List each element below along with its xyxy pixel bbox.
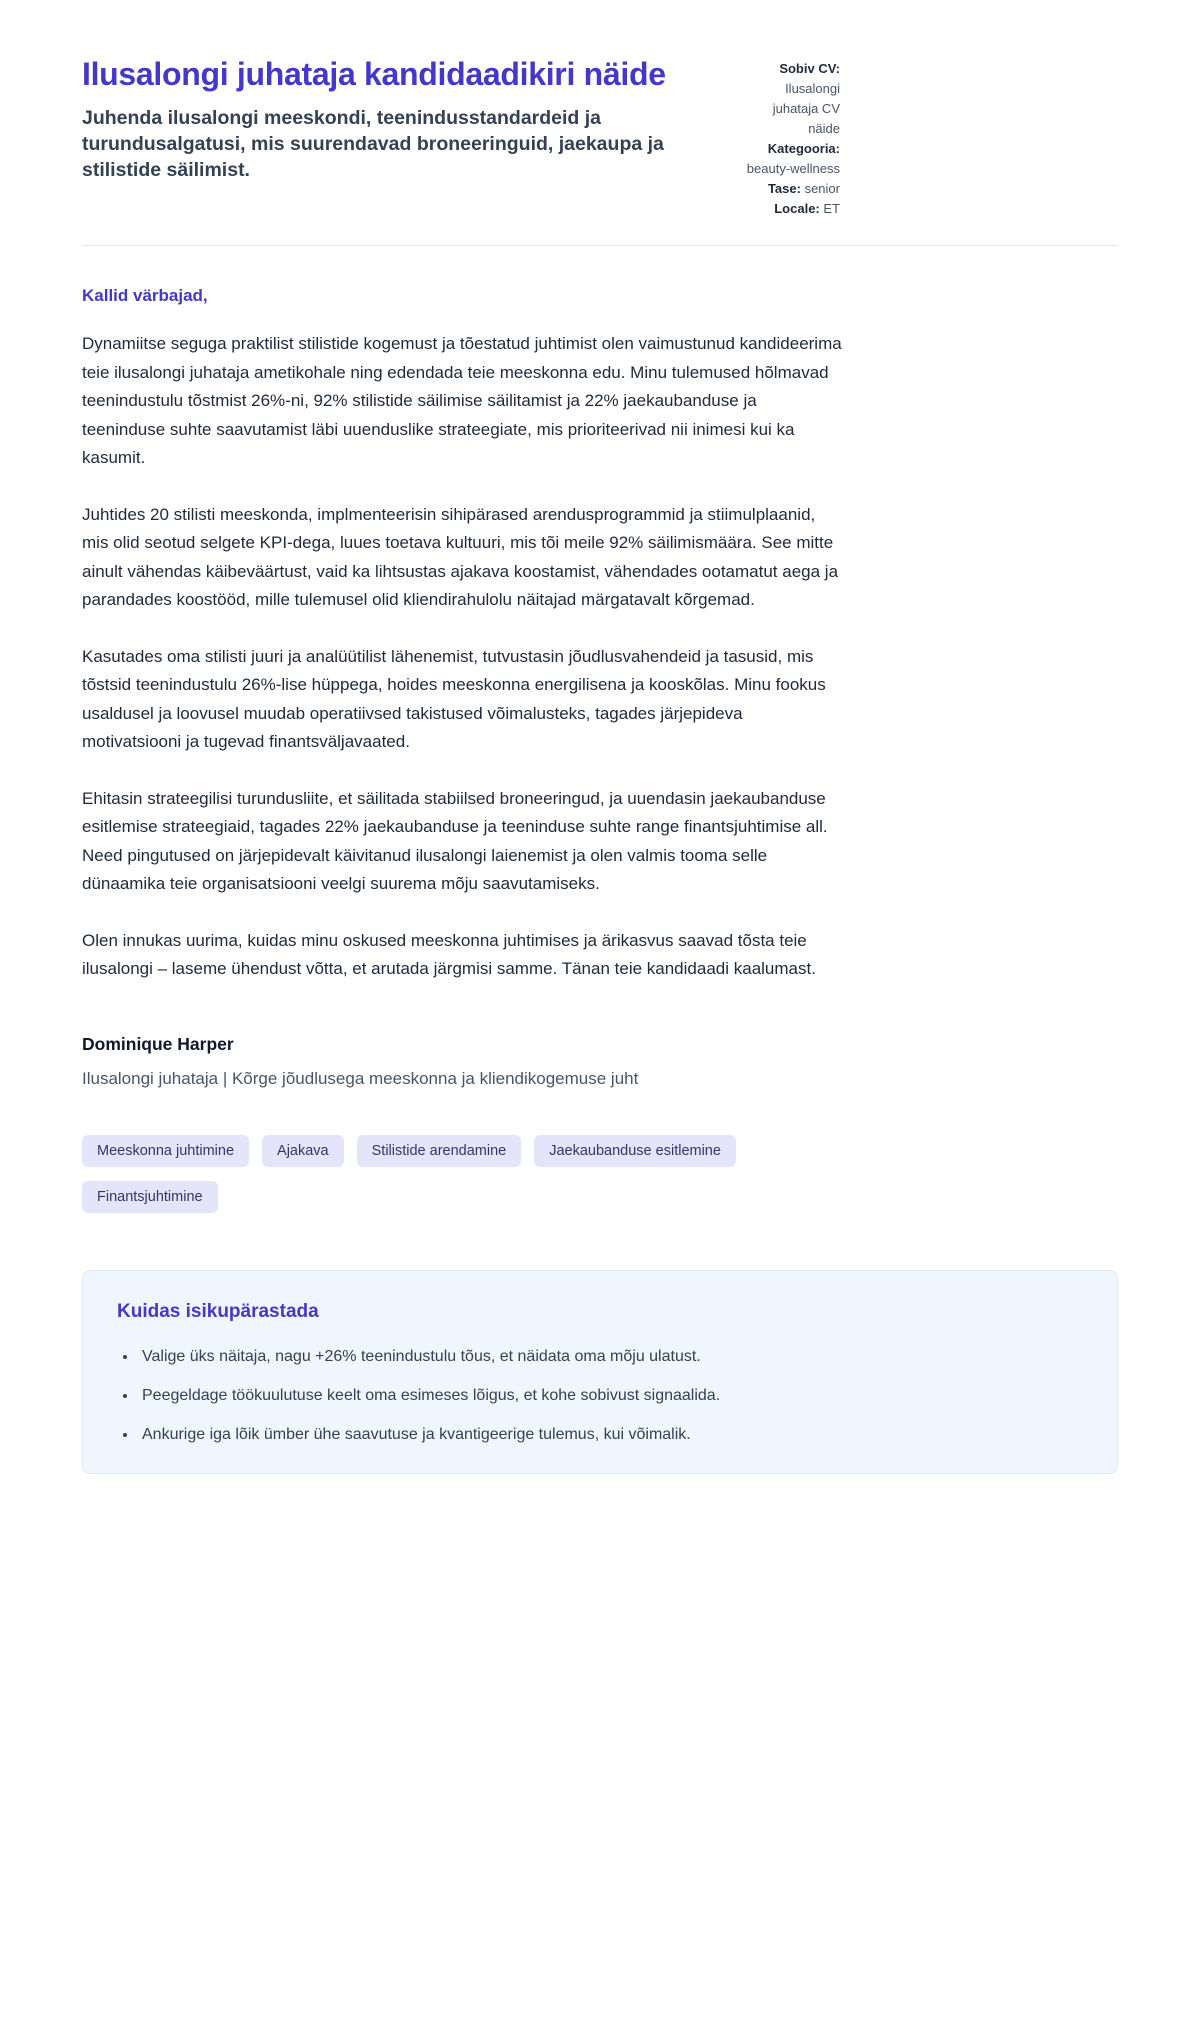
signature-title: Ilusalongi juhataja | Kõrge jõudlusega meeskonna ja kliendikogemuse juht — [82, 1068, 639, 1088]
signature-name: Dominique Harper — [82, 1033, 234, 1054]
meta-item-level — [742, 179, 840, 199]
tip-item: • Valige üks näitaja, nagu +26% teenindustulu tõus, et näidata oma mõju ulatust. — [138, 1345, 1083, 1369]
meta-value: beauty-wellness — [746, 161, 840, 176]
meta-value: senior — [804, 181, 840, 196]
page-title: Ilusalongi juhataja kandidaadikiri näide — [82, 56, 666, 92]
tip-item: • Peegeldage töökuulutuse keelt oma esimeses lõigus, et kohe sobivust signaalida. — [138, 1384, 1083, 1408]
meta-item-locale — [742, 199, 840, 219]
tag-chip: Finantsjuhtimine — [82, 1181, 218, 1213]
meta-label: Locale: — [774, 201, 820, 216]
letter-body — [82, 286, 1118, 1474]
greeting: Kallid värbajad, — [82, 286, 208, 305]
meta-item-category — [742, 139, 840, 179]
tag-chip: Ajakava — [262, 1135, 344, 1167]
tag-chip: Jaekaubanduse esitlemine — [534, 1135, 736, 1167]
paragraph: Olen innukas uurima, kuidas minu oskused meeskonna juhtimises ja ärikasvus saavad tõsta teie ilusalongi – laseme ühendust võtta, et arutada järgmisi samme. Tänan teie kandidaadi kaalumast. — [82, 930, 816, 978]
tips-list — [117, 1345, 1083, 1447]
header-divider — [82, 245, 1118, 246]
paragraph: Juhtides 20 stilisti meeskonda, implmenteerisin sihipärased arendusprogrammid ja stiimulplaanid, mis olid seotud selgete KPI-dega, luues toetava kultuuri, mis tõi meile 92% säilimismäära. See mitte ainult vähendas käibeväärtust, vaid ka lihtsustas ajakava koostamist, vähendades ootamatut aega ja parandades koostööd, mille tulemusel olid kliendirahulolu näitajad märgatavalt kõrgemad. — [82, 504, 839, 609]
paragraph: Ehitasin strateegilisi turundusliite, et säilitada stabiilsed broneeringud, ja uuendasin jaekaubanduse esitlemise strateegiaid, tagades 22% jaekaubanduse ja teeninduse suhte range finantsjuhtimise all. Need pingutused on järjepidevalt käivitanud ilusalongi laienemist ja olen valmis tooma selle dünaamika teie organisatsiooni veelgi suurema mõju saavutamiseks. — [82, 788, 828, 893]
meta-value: Ilusalongi juhataja CV näide — [772, 81, 840, 136]
meta-label: Tase: — [767, 181, 801, 196]
title-block — [82, 55, 710, 183]
meta-label: Sobiv CV: — [779, 61, 840, 76]
paragraph: Dynamiitse seguga praktilist stilistide kogemust ja tõestatud juhtimist olen vaimustunud kandideerima teie ilusalongi juhataja ametikohale ning edendada teie meeskonna edu. Minu tulemused hõlmavad teenindustulu tõstmist 26%-ni, 92% stilistide säilimise säilitamist ja 22% jaekaubanduse ja teeninduse suhte saavutamist läbi uuenduslike strateegiate, mis prioriteerivad nii inimesi kui ka kasumit. — [82, 334, 842, 467]
paragraph: Kasutades oma stilisti juuri ja analüütilist lähenemist, tutvustasin jõudlusvahendeid ja tasusid, mis tõstsid teenindustulu 26%-lise hüppega, hoides meeskonna energilisena ja kooskõlas. Minu fookus usaldusel ja loovusel muudab operatiivsed takistused võimalusteks, tagades järjepideva motivatsiooni ja tugevad finantsväljavaated. — [82, 646, 826, 751]
tips-card — [82, 1270, 1118, 1474]
tag-chip: Stilistide arendamine — [357, 1135, 522, 1167]
meta-value: ET — [823, 201, 840, 216]
tips-title: Kuidas isikupärastada — [117, 1300, 319, 1322]
meta-panel — [742, 55, 840, 219]
tag-chip: Meeskonna juhtimine — [82, 1135, 249, 1167]
header — [82, 55, 840, 219]
signature — [82, 1034, 1118, 1091]
tip-item: • Ankurige iga lõik ümber ühe saavutuse ja kvantigeerige tulemus, kui võimalik. — [138, 1423, 1083, 1447]
page-subtitle: Juhenda ilusalongi meeskondi, teenindusstandardeid ja turundusalgatusi, mis suurendavad broneeringuid, jaekaupa ja stilistide säilimist. — [82, 107, 664, 181]
meta-label: Kategooria: — [767, 141, 840, 156]
meta-item-matching-cv — [742, 59, 840, 139]
tags-list — [82, 1135, 852, 1213]
